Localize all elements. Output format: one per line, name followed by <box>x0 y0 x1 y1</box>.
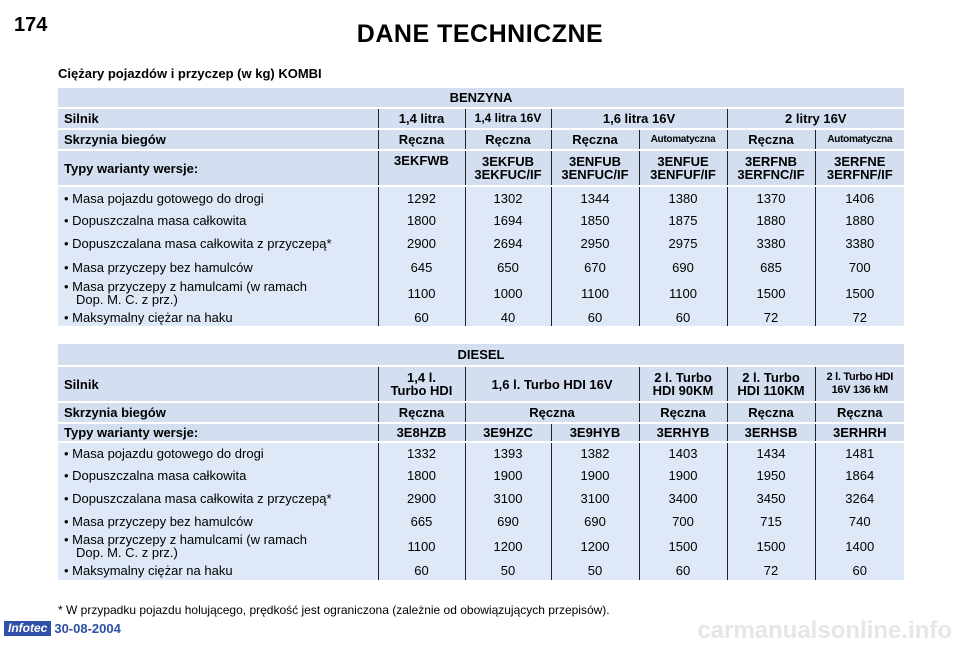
gearbox-cell: Ręczna <box>727 129 815 150</box>
value-cell: 1500 <box>815 278 904 308</box>
value-cell: 50 <box>551 561 639 580</box>
value-cell: 645 <box>378 256 465 278</box>
variant-cell: 3ERFNB 3ERFNC/IF <box>727 150 815 186</box>
value-cell: 1100 <box>551 278 639 308</box>
row-label: • Masa przyczepy bez hamulców <box>64 513 253 529</box>
diesel-heading: DIESEL <box>58 344 904 366</box>
value-cell: 1481 <box>815 442 904 464</box>
variant-cell: 3ENFUB 3ENFUC/IF <box>551 150 639 186</box>
variant-cell: 3EKFWB <box>378 150 465 186</box>
row-label: • Dopuszczalna masa całkowita <box>64 467 247 483</box>
value-cell: 50 <box>465 561 551 580</box>
value-cell: 1900 <box>551 464 639 486</box>
value-cell: 1800 <box>378 464 465 486</box>
value-cell: 40 <box>465 308 551 326</box>
row-label: • Masa pojazdu gotowego do drogi <box>64 190 264 206</box>
gearbox-cell: Ręczna <box>465 402 639 423</box>
variant-cell: 3EKFUB 3EKFUC/IF <box>465 150 551 186</box>
table-row <box>58 186 904 209</box>
value-cell: 3380 <box>727 231 815 256</box>
value-cell: 1200 <box>465 531 551 561</box>
footnote: * W przypadku pojazdu holującego, prędkość jest ograniczona (zależnie od obowiązujących przepisów). <box>58 603 610 617</box>
value-cell: 1850 <box>551 209 639 231</box>
gearbox-cell: Automatyczna <box>815 129 904 150</box>
value-cell: 1950 <box>727 464 815 486</box>
value-cell: 1900 <box>639 464 727 486</box>
value-cell: 1900 <box>465 464 551 486</box>
row-label: • Masa przyczepy bez hamulców <box>64 259 253 275</box>
gearbox-cell: Ręczna <box>378 129 465 150</box>
value-cell: 740 <box>815 511 904 531</box>
value-cell: 665 <box>378 511 465 531</box>
table-row <box>58 561 904 580</box>
value-cell: 1500 <box>727 531 815 561</box>
section-subtitle: Ciężary pojazdów i przyczep (w kg) KOMBI <box>58 66 322 81</box>
engine-cell: 1,4 litra <box>378 108 465 129</box>
engine-cell: 2 l. Turbo HDI 90KM <box>639 366 727 402</box>
value-cell: 1434 <box>727 442 815 464</box>
value-cell: 60 <box>378 561 465 580</box>
gearbox-cell: Ręczna <box>551 129 639 150</box>
row-label: • Masa przyczepy z hamulcami (w ramach Dop. M. C. z prz.) <box>64 279 307 307</box>
value-cell: 700 <box>815 256 904 278</box>
value-cell: 1382 <box>551 442 639 464</box>
benzyna-table <box>58 88 904 326</box>
table-row <box>58 486 904 511</box>
value-cell: 690 <box>551 511 639 531</box>
variant-cell: 3E9HYB <box>551 423 639 442</box>
gearbox-cell: Ręczna <box>639 402 727 423</box>
engine-cell: 2 l. Turbo HDI 16V 136 kM <box>815 366 904 402</box>
value-cell: 650 <box>465 256 551 278</box>
engine-cell: 1,6 litra 16V <box>551 108 727 129</box>
value-cell: 1380 <box>639 186 727 209</box>
variant-cell: 3E8HZB <box>378 423 465 442</box>
variant-cell: 3ERHRH <box>815 423 904 442</box>
value-cell: 670 <box>551 256 639 278</box>
gearbox-cell: Automatyczna <box>639 129 727 150</box>
value-cell: 1393 <box>465 442 551 464</box>
variants-label: Typy warianty wersje: <box>58 423 378 442</box>
gearbox-cell: Ręczna <box>378 402 465 423</box>
value-cell: 1000 <box>465 278 551 308</box>
engine-cell: 1,4 litra 16V <box>465 108 551 129</box>
table-row <box>58 278 904 308</box>
value-cell: 1400 <box>815 531 904 561</box>
value-cell: 1292 <box>378 186 465 209</box>
variant-cell: 3ENFUE 3ENFUF/IF <box>639 150 727 186</box>
value-cell: 2900 <box>378 486 465 511</box>
value-cell: 700 <box>639 511 727 531</box>
print-date: 30-08-2004 <box>54 620 121 636</box>
row-label: • Dopuszczalna masa całkowita <box>64 212 247 228</box>
value-cell: 72 <box>727 561 815 580</box>
table-row <box>58 531 904 561</box>
variant-cell: 3ERHSB <box>727 423 815 442</box>
row-label: • Dopuszczalana masa całkowita z przyczepą* <box>64 491 332 506</box>
gearbox-cell: Ręczna <box>727 402 815 423</box>
value-cell: 2694 <box>465 231 551 256</box>
engine-cell: 1,4 l. Turbo HDI <box>378 366 465 402</box>
row-label: • Masa przyczepy z hamulcami (w ramach Dop. M. C. z prz.) <box>64 532 307 560</box>
value-cell: 2950 <box>551 231 639 256</box>
value-cell: 3100 <box>465 486 551 511</box>
table-row <box>58 231 904 256</box>
engine-cell: 2 l. Turbo HDI 110KM <box>727 366 815 402</box>
value-cell: 3264 <box>815 486 904 511</box>
value-cell: 72 <box>815 308 904 326</box>
value-cell: 715 <box>727 511 815 531</box>
table-row <box>58 209 904 231</box>
value-cell: 1880 <box>727 209 815 231</box>
silnik-label: Silnik <box>58 366 378 402</box>
gearbox-cell: Ręczna <box>465 129 551 150</box>
silnik-label: Silnik <box>58 108 378 129</box>
gearbox-label: Skrzynia biegów <box>58 129 378 150</box>
row-label: • Maksymalny ciężar na haku <box>64 563 233 578</box>
value-cell: 1200 <box>551 531 639 561</box>
value-cell: 690 <box>465 511 551 531</box>
variant-cell: 3ERFNE 3ERFNF/IF <box>815 150 904 186</box>
value-cell: 60 <box>551 308 639 326</box>
value-cell: 1880 <box>815 209 904 231</box>
gearbox-label: Skrzynia biegów <box>58 402 378 423</box>
value-cell: 1694 <box>465 209 551 231</box>
value-cell: 1100 <box>378 278 465 308</box>
benzyna-heading: BENZYNA <box>58 88 904 108</box>
value-cell: 1864 <box>815 464 904 486</box>
value-cell: 1406 <box>815 186 904 209</box>
value-cell: 2900 <box>378 231 465 256</box>
row-label: • Masa pojazdu gotowego do drogi <box>64 446 264 461</box>
row-label: • Dopuszczalana masa całkowita z przyczepą* <box>64 236 332 251</box>
watermark: carmanualsonline.info <box>697 617 952 644</box>
variant-cell: 3ERHYB <box>639 423 727 442</box>
value-cell: 3400 <box>639 486 727 511</box>
value-cell: 1302 <box>465 186 551 209</box>
page-title: DANE TECHNICZNE <box>356 20 604 48</box>
value-cell: 685 <box>727 256 815 278</box>
value-cell: 1500 <box>727 278 815 308</box>
value-cell: 1500 <box>639 531 727 561</box>
table-row <box>58 442 904 464</box>
footer <box>4 620 121 636</box>
variant-cell: 3E9HZC <box>465 423 551 442</box>
value-cell: 1344 <box>551 186 639 209</box>
value-cell: 60 <box>815 561 904 580</box>
value-cell: 1800 <box>378 209 465 231</box>
value-cell: 1403 <box>639 442 727 464</box>
value-cell: 72 <box>727 308 815 326</box>
value-cell: 60 <box>639 308 727 326</box>
value-cell: 1100 <box>378 531 465 561</box>
value-cell: 1100 <box>639 278 727 308</box>
variants-label: Typy warianty wersje: <box>58 150 378 186</box>
table-row <box>58 511 904 531</box>
engine-cell: 1,6 l. Turbo HDI 16V <box>465 366 639 402</box>
value-cell: 3380 <box>815 231 904 256</box>
value-cell: 3450 <box>727 486 815 511</box>
value-cell: 2975 <box>639 231 727 256</box>
value-cell: 1370 <box>727 186 815 209</box>
table-row <box>58 256 904 278</box>
engine-cell: 2 litry 16V <box>727 108 904 129</box>
value-cell: 60 <box>378 308 465 326</box>
value-cell: 1332 <box>378 442 465 464</box>
table-row <box>58 308 904 326</box>
value-cell: 690 <box>639 256 727 278</box>
diesel-table <box>58 344 904 580</box>
value-cell: 1875 <box>639 209 727 231</box>
gearbox-cell: Ręczna <box>815 402 904 423</box>
infotec-logo: Infotec <box>4 621 51 636</box>
row-label: • Maksymalny ciężar na haku <box>64 309 233 325</box>
table-row <box>58 464 904 486</box>
value-cell: 3100 <box>551 486 639 511</box>
page-number: 174 <box>14 14 48 36</box>
value-cell: 60 <box>639 561 727 580</box>
